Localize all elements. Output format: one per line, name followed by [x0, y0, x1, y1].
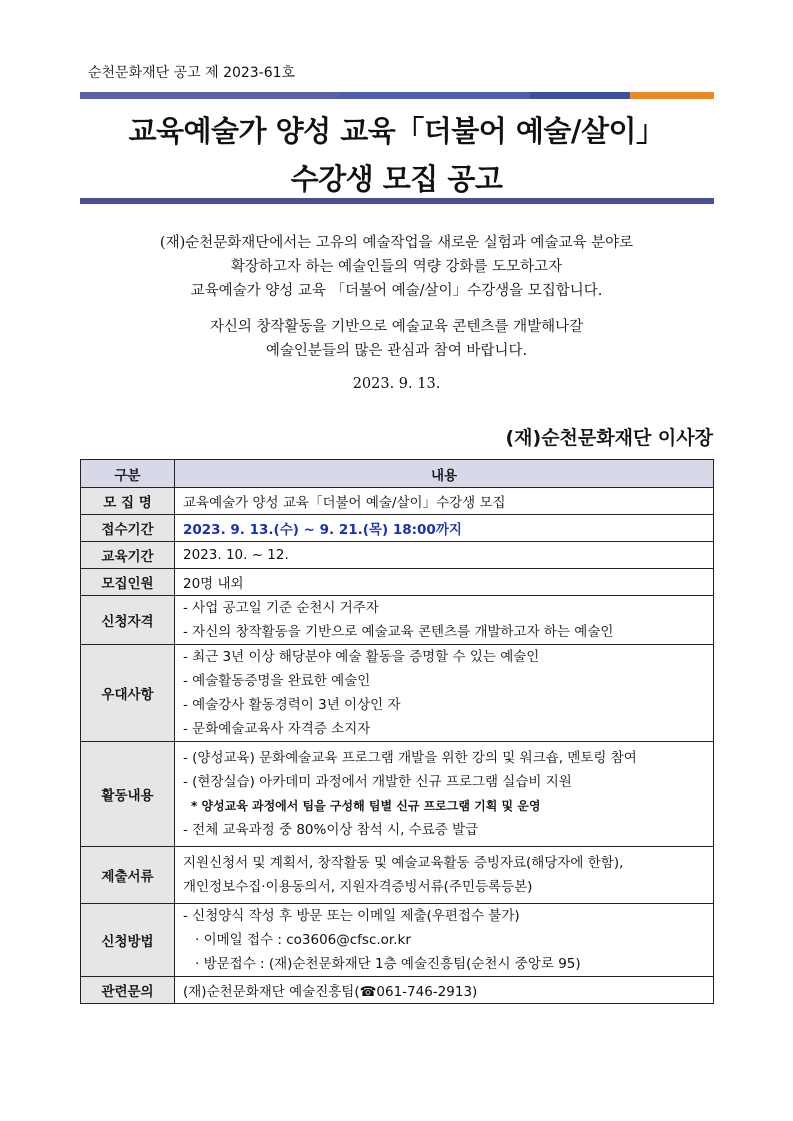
list-item: - 전체 교육과정 중 80%이상 참석 시, 수료증 발급	[183, 822, 479, 838]
education-period-value: 2023. 10. ~ 12.	[175, 542, 714, 569]
intro-line: 확장하고자 하는 예술인들의 역량 강화를 도모하고자	[230, 259, 563, 275]
table-row	[81, 488, 714, 515]
page-title-line2: 수강생 모집 공고	[290, 162, 503, 196]
intro-line: 예술인분들의 많은 관심과 참여 바랍니다.	[265, 343, 528, 359]
table-row	[81, 847, 714, 904]
intro-paragraph-1	[0, 231, 793, 303]
list-item: 지원신청서 및 계획서, 창작활동 및 예술교육활동 증빙자료(해당자에 한함),	[183, 855, 624, 871]
application-period-value: 2023. 9. 13.(수) ~ 9. 21.(목) 18:00까지	[175, 515, 714, 542]
header-content: 내용	[175, 460, 714, 488]
row-label: 신청방법	[81, 904, 175, 977]
notice-date: 2023. 9. 13.	[352, 376, 441, 392]
issuing-organization: (재)순천문화재단 이사장	[505, 427, 713, 449]
recruit-name-value: 교육예술가 양성 교육「더불어 예술/살이」수강생 모집	[175, 488, 714, 515]
visit-info: · 방문접수 : (재)순천문화재단 1층 예술진흥팀(순천시 중앙로 95)	[195, 956, 581, 972]
list-item: - (양성교육) 문화예술교육 프로그램 개발을 위한 강의 및 워크숍, 멘토링 참여	[183, 750, 637, 766]
list-item: - 예술활동증명을 완료한 예술인	[183, 673, 371, 689]
table-row	[81, 645, 714, 742]
table-row	[81, 569, 714, 596]
row-label: 활동내용	[81, 742, 175, 847]
list-item: 개인정보수집·이용동의서, 지원자격증빙서류(주민등록등본)	[183, 879, 533, 895]
notice-number: 순천문화재단 공고 제 2023-61호	[88, 65, 296, 81]
row-label: 제출서류	[81, 847, 175, 904]
capacity-value: 20명 내외	[175, 569, 714, 596]
eligibility-cell	[175, 596, 714, 645]
header-category: 구분	[81, 460, 175, 488]
table-row	[81, 515, 714, 542]
intro-line: (재)순천문화재단에서는 고유의 예술작업을 새로운 실험과 예술교육 분야로	[159, 235, 634, 251]
list-item: - (현장실습) 아카데미 과정에서 개발한 신규 프로그램 실습비 지원	[183, 774, 572, 790]
method-cell	[175, 904, 714, 977]
row-label: 우대사항	[81, 645, 175, 742]
table-header-row	[81, 460, 714, 488]
email-info: · 이메일 접수 : co3606@cfsc.or.kr	[195, 932, 411, 948]
documents-cell	[175, 847, 714, 904]
page-title-line1: 교육예술가 양성 교육「더불어 예술/살이」	[128, 114, 665, 148]
list-item: - 최근 3년 이상 해당분야 예술 활동을 증명할 수 있는 예술인	[183, 649, 540, 665]
list-item: - 자신의 창작활동을 기반으로 예술교육 콘텐츠를 개발하고자 하는 예술인	[183, 624, 614, 640]
recruitment-info-table	[80, 459, 714, 1004]
activities-cell	[175, 742, 714, 847]
table-row	[81, 904, 714, 977]
table-row	[81, 542, 714, 569]
preferences-cell	[175, 645, 714, 742]
table-row	[81, 977, 714, 1004]
list-item: - 문화예술교육사 자격증 소지자	[183, 721, 371, 737]
row-label: 모 집 명	[81, 488, 175, 515]
inquiry-value: (재)순천문화재단 예술진흥팀(☎061-746-2913)	[175, 977, 714, 1004]
list-item: - 사업 공고일 기준 순천시 거주자	[183, 600, 379, 616]
title-top-bar	[80, 92, 714, 99]
intro-line: 교육예술가 양성 교육 「더불어 예술/살이」수강생을 모집합니다.	[190, 283, 603, 299]
intro-line: 자신의 창작활동을 기반으로 예술교육 콘텐츠를 개발해나갈	[209, 319, 584, 335]
row-label: 신청자격	[81, 596, 175, 645]
intro-paragraph-2	[0, 315, 793, 363]
list-item: - 예술강사 활동경력이 3년 이상인 자	[183, 697, 401, 713]
row-label: 모집인원	[81, 569, 175, 596]
title-bottom-bar	[80, 198, 714, 204]
table-row	[81, 742, 714, 847]
activity-note: * 양성교육 과정에서 팀을 구성해 팀별 신규 프로그램 기획 및 운영	[191, 799, 541, 813]
row-label: 관련문의	[81, 977, 175, 1004]
row-label: 접수기간	[81, 515, 175, 542]
table-row	[81, 596, 714, 645]
list-item: - 신청양식 작성 후 방문 또는 이메일 제출(우편접수 불가)	[183, 908, 520, 924]
row-label: 교육기간	[81, 542, 175, 569]
